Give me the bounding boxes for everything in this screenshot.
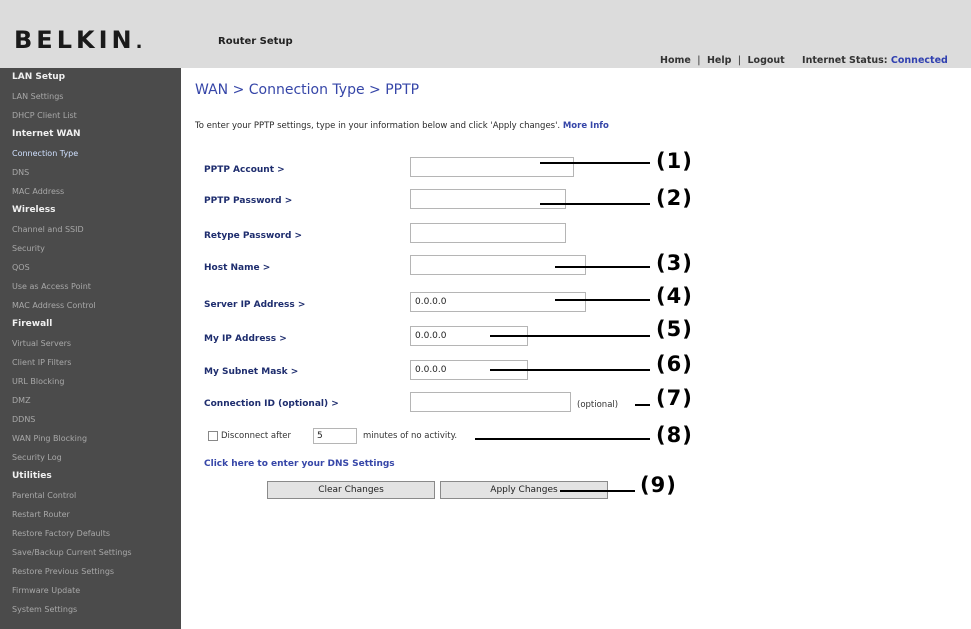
sidebar-item-lan-settings[interactable]: LAN Settings: [12, 92, 64, 101]
disconnect-minutes-input[interactable]: [313, 428, 357, 444]
apply-changes-button[interactable]: Apply Changes: [440, 481, 608, 499]
callout-label-2: (2): [656, 186, 693, 210]
callout-line-1: [540, 162, 650, 164]
top-header: [0, 0, 971, 68]
app-title: Router Setup: [218, 36, 293, 47]
server-ip-input[interactable]: [410, 292, 586, 312]
sidebar-item-client-ip-filters[interactable]: Client IP Filters: [12, 358, 72, 367]
callout-line-2: [540, 203, 650, 205]
logout-link[interactable]: Logout: [747, 55, 785, 66]
breadcrumb: WAN > Connection Type > PPTP: [195, 82, 420, 98]
callout-line-5: [490, 335, 650, 337]
sidebar-section-firewall[interactable]: Firewall: [12, 319, 53, 329]
dns-settings-link[interactable]: Click here to enter your DNS Settings: [204, 459, 395, 469]
callout-label-9: (9): [640, 473, 677, 497]
sidebar-item-restore-previous[interactable]: Restore Previous Settings: [12, 567, 115, 576]
connection-id-input[interactable]: [410, 392, 571, 412]
callout-line-8: [475, 438, 650, 440]
sidebar-item-channel-ssid[interactable]: Channel and SSID: [12, 225, 84, 234]
logo-dot: .: [135, 32, 143, 53]
pptp-password-input[interactable]: [410, 189, 566, 209]
sidebar-section-lan-setup[interactable]: LAN Setup: [12, 72, 66, 82]
clear-changes-button[interactable]: Clear Changes: [267, 481, 435, 499]
my-ip-label: My IP Address >: [204, 334, 287, 344]
sidebar-item-dmz[interactable]: DMZ: [12, 396, 31, 405]
callout-label-6: (6): [656, 352, 693, 376]
link-separator: |: [737, 55, 742, 66]
server-ip-label: Server IP Address >: [204, 300, 306, 310]
internet-status-value: Connected: [890, 55, 948, 66]
sidebar-item-save-backup[interactable]: Save/Backup Current Settings: [12, 548, 132, 557]
host-name-label: Host Name >: [204, 263, 271, 273]
intro-text: [195, 121, 609, 131]
sidebar-item-connection-type[interactable]: Connection Type: [12, 149, 79, 158]
sidebar-section-internet-wan[interactable]: Internet WAN: [12, 129, 81, 139]
callout-line-3: [555, 266, 650, 268]
internet-status-label: Internet Status:: [802, 55, 888, 66]
connection-id-label: Connection ID (optional) >: [204, 399, 339, 409]
sidebar-item-dhcp-client-list[interactable]: DHCP Client List: [12, 111, 77, 120]
more-info-link[interactable]: More Info: [562, 121, 609, 131]
optional-note: (optional): [577, 400, 619, 410]
sidebar-item-url-blocking[interactable]: URL Blocking: [12, 377, 65, 386]
sidebar-item-mac-address-control[interactable]: MAC Address Control: [12, 301, 96, 310]
help-link[interactable]: Help: [706, 55, 732, 66]
callout-line-9: [560, 490, 635, 492]
sidebar-item-security[interactable]: Security: [12, 244, 45, 253]
sidebar-item-qos[interactable]: QOS: [12, 263, 30, 272]
logo-text: BELKIN: [14, 26, 136, 54]
retype-password-label: Retype Password >: [204, 231, 303, 241]
callout-label-8: (8): [656, 423, 693, 447]
pptp-password-label: PPTP Password >: [204, 196, 293, 206]
sidebar-item-security-log[interactable]: Security Log: [12, 453, 62, 462]
belkin-logo: [14, 26, 142, 54]
callout-label-4: (4): [656, 284, 693, 308]
callout-line-4: [555, 299, 650, 301]
host-name-input[interactable]: [410, 255, 586, 275]
sidebar-item-mac-address[interactable]: MAC Address: [12, 187, 65, 196]
sidebar-item-dns[interactable]: DNS: [12, 168, 30, 177]
sidebar-item-restart-router[interactable]: Restart Router: [12, 510, 70, 519]
pptp-account-input[interactable]: [410, 157, 574, 177]
callout-label-7: (7): [656, 386, 693, 410]
callout-label-3: (3): [656, 251, 693, 275]
pptp-account-label: PPTP Account >: [204, 165, 285, 175]
sidebar-section-wireless[interactable]: Wireless: [12, 205, 56, 215]
sidebar-nav: [0, 68, 181, 629]
sidebar-item-ddns[interactable]: DDNS: [12, 415, 36, 424]
callout-label-5: (5): [656, 317, 693, 341]
subnet-mask-label: My Subnet Mask >: [204, 367, 299, 377]
sidebar-item-wan-ping-blocking[interactable]: WAN Ping Blocking: [12, 434, 88, 443]
callout-label-1: (1): [656, 149, 693, 173]
retype-password-input[interactable]: [410, 223, 566, 243]
callout-line-6: [490, 369, 650, 371]
home-link[interactable]: Home: [660, 55, 691, 66]
sidebar-item-system-settings[interactable]: System Settings: [12, 605, 78, 614]
minutes-inactivity-label: minutes of no activity.: [363, 431, 458, 441]
sidebar-item-parental-control[interactable]: Parental Control: [12, 491, 77, 500]
sidebar-item-access-point[interactable]: Use as Access Point: [12, 282, 91, 291]
disconnect-checkbox[interactable]: [208, 431, 218, 441]
link-separator: |: [697, 55, 701, 66]
sidebar-item-restore-factory[interactable]: Restore Factory Defaults: [12, 529, 111, 538]
sidebar-section-utilities[interactable]: Utilities: [12, 471, 52, 481]
disconnect-label: Disconnect after: [221, 431, 292, 441]
sidebar-item-firmware-update[interactable]: Firmware Update: [12, 586, 81, 595]
intro-sentence: To enter your PPTP settings, type in your information below and click 'Apply changes'.: [195, 121, 561, 131]
sidebar-item-virtual-servers[interactable]: Virtual Servers: [12, 339, 72, 348]
header-links: [660, 55, 948, 66]
callout-line-7: [635, 404, 650, 406]
main-content: [181, 68, 971, 629]
